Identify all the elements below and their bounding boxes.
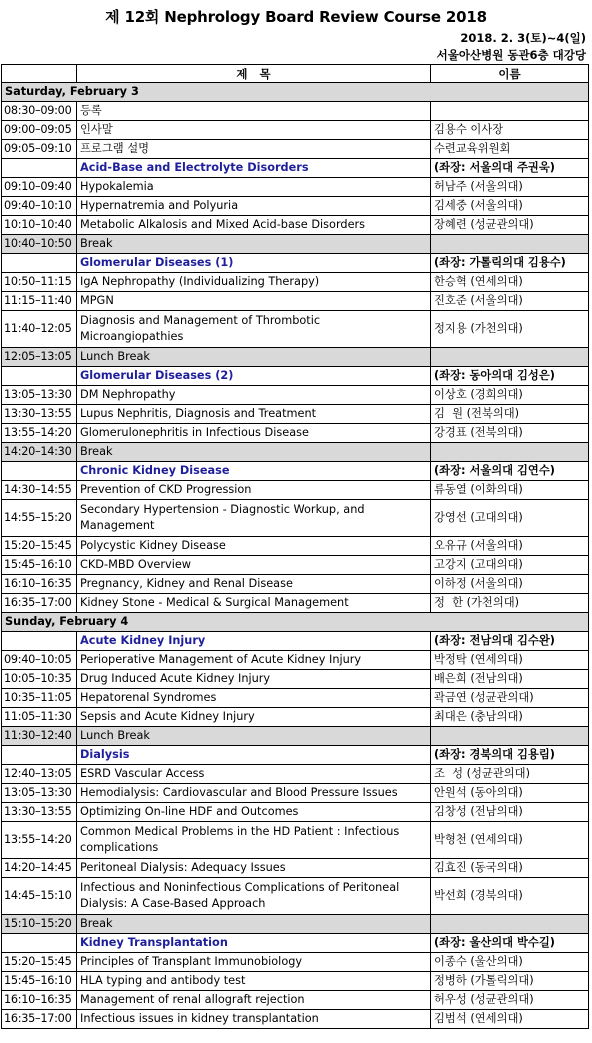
session-time-cell <box>2 159 77 178</box>
time-cell: 13:55–14:20 <box>2 424 77 443</box>
table-row <box>2 859 589 878</box>
talk-title: Sepsis and Acute Kidney Injury <box>77 708 431 727</box>
table-row <box>2 481 589 500</box>
talk-title: HLA typing and antibody test <box>77 972 431 991</box>
table-row <box>2 953 589 972</box>
table-row <box>2 121 589 140</box>
session-chair: (좌장: 동아의대 김성은) <box>431 367 589 386</box>
talk-title: Perioperative Management of Acute Kidney Injury <box>77 651 431 670</box>
session-title: Acute Kidney Injury <box>77 632 431 651</box>
talk-title: Lupus Nephritis, Diagnosis and Treatment <box>77 405 431 424</box>
event-venue: 서울아산병원 동관6층 대강당 <box>436 48 586 62</box>
page-title: 제 12회 Nephrology Board Review Course 2018 <box>105 8 487 26</box>
session-time-cell <box>2 934 77 953</box>
talk-title: Infectious issues in kidney transplantation <box>77 1010 431 1029</box>
table-row <box>2 424 589 443</box>
talk-title: Infectious and Noninfectious Complications of Peritoneal Dialysis: A Case-Based Approach <box>77 878 431 915</box>
session-title: Acid-Base and Electrolyte Disorders <box>77 159 431 178</box>
time-cell: 14:45–15:10 <box>2 878 77 915</box>
time-cell: 16:10–16:35 <box>2 575 77 594</box>
break-row <box>2 235 589 254</box>
speaker-name: 최대은 (충남의대) <box>431 708 589 727</box>
talk-title: Hypernatremia and Polyuria <box>77 197 431 216</box>
time-cell: 13:05–13:30 <box>2 386 77 405</box>
session-title: Glomerular Diseases (1) <box>77 254 431 273</box>
time-cell: 11:40–12:05 <box>2 311 77 348</box>
session-chair: (좌장: 서울의대 김연수) <box>431 462 589 481</box>
name-cell <box>431 235 589 254</box>
talk-title: Metabolic Alkalosis and Mixed Acid-base Disorders <box>77 216 431 235</box>
table-row <box>2 803 589 822</box>
time-cell: 14:55–15:20 <box>2 500 77 537</box>
time-cell: 12:05–13:05 <box>2 348 77 367</box>
speaker-name: 김범석 (연세의대) <box>431 1010 589 1029</box>
speaker-name: 정병하 (가톨릭의대) <box>431 972 589 991</box>
time-cell: 15:20–15:45 <box>2 537 77 556</box>
speaker-name: 박정탁 (연세의대) <box>431 651 589 670</box>
time-cell: 11:30–12:40 <box>2 727 77 746</box>
time-cell: 10:10–10:40 <box>2 216 77 235</box>
break-title: Break <box>77 915 431 934</box>
table-header-row <box>2 65 589 83</box>
speaker-name: 이상호 (경희의대) <box>431 386 589 405</box>
break-row <box>2 727 589 746</box>
name-cell <box>431 348 589 367</box>
day-header-row <box>2 613 589 632</box>
table-row <box>2 575 589 594</box>
speaker-name: 정지용 (가천의대) <box>431 311 589 348</box>
event-date: 2018. 2. 3(토)~4(일) <box>460 31 586 45</box>
table-row <box>2 651 589 670</box>
session-title: Chronic Kidney Disease <box>77 462 431 481</box>
table-row <box>2 102 589 121</box>
session-chair: (좌장: 경북의대 김용림) <box>431 746 589 765</box>
break-row <box>2 348 589 367</box>
session-header-row <box>2 462 589 481</box>
table-row <box>2 405 589 424</box>
speaker-name: 곽금연 (성균관의대) <box>431 689 589 708</box>
session-time-cell <box>2 367 77 386</box>
schedule-table <box>1 64 589 1029</box>
table-row <box>2 386 589 405</box>
table-row <box>2 311 589 348</box>
talk-title: 등록 <box>77 102 431 121</box>
table-row <box>2 216 589 235</box>
day-header-row <box>2 83 589 102</box>
time-cell: 09:40–10:05 <box>2 651 77 670</box>
time-cell: 15:45–16:10 <box>2 556 77 575</box>
time-cell: 09:00–09:05 <box>2 121 77 140</box>
talk-title: Kidney Stone - Medical & Surgical Management <box>77 594 431 613</box>
session-time-cell <box>2 746 77 765</box>
table-row <box>2 822 589 859</box>
time-cell: 08:30–09:00 <box>2 102 77 121</box>
speaker-name: 이종수 (울산의대) <box>431 953 589 972</box>
talk-title: 프로그램 설명 <box>77 140 431 159</box>
table-row <box>2 708 589 727</box>
time-cell: 16:10–16:35 <box>2 991 77 1010</box>
session-header-row <box>2 934 589 953</box>
speaker-name: 안원석 (동아의대) <box>431 784 589 803</box>
session-chair: (좌장: 울산의대 박수길) <box>431 934 589 953</box>
time-cell: 16:35–17:00 <box>2 1010 77 1029</box>
talk-title: Polycystic Kidney Disease <box>77 537 431 556</box>
break-title: Break <box>77 443 431 462</box>
speaker-name: 한승혁 (연세의대) <box>431 273 589 292</box>
speaker-name: 김세중 (서울의대) <box>431 197 589 216</box>
speaker-name: 김 원 (전북의대) <box>431 405 589 424</box>
table-row <box>2 178 589 197</box>
time-cell: 13:30–13:55 <box>2 803 77 822</box>
time-cell: 14:30–14:55 <box>2 481 77 500</box>
time-cell: 13:05–13:30 <box>2 784 77 803</box>
time-cell: 13:55–14:20 <box>2 822 77 859</box>
speaker-name: 강경표 (전북의대) <box>431 424 589 443</box>
table-row <box>2 991 589 1010</box>
talk-title: Common Medical Problems in the HD Patient : Infectious complications <box>77 822 431 859</box>
talk-title: Diagnosis and Management of Thrombotic Microangiopathies <box>77 311 431 348</box>
talk-title: Prevention of CKD Progression <box>77 481 431 500</box>
speaker-name: 이하정 (서울의대) <box>431 575 589 594</box>
session-time-cell <box>2 462 77 481</box>
speaker-name: 김효진 (동국의대) <box>431 859 589 878</box>
speaker-name: 장혜련 (성균관의대) <box>431 216 589 235</box>
session-header-row <box>2 746 589 765</box>
time-cell: 15:20–15:45 <box>2 953 77 972</box>
speaker-name: 강영선 (고대의대) <box>431 500 589 537</box>
talk-title: Pregnancy, Kidney and Renal Disease <box>77 575 431 594</box>
talk-title: IgA Nephropathy (Individualizing Therapy) <box>77 273 431 292</box>
day-label: Sunday, February 4 <box>2 613 589 632</box>
table-row <box>2 670 589 689</box>
talk-title: Glomerulonephritis in Infectious Disease <box>77 424 431 443</box>
talk-title: Drug Induced Acute Kidney Injury <box>77 670 431 689</box>
talk-title: Management of renal allograft rejection <box>77 991 431 1010</box>
speaker-name: 진호준 (서울의대) <box>431 292 589 311</box>
talk-title: Secondary Hypertension - Diagnostic Workup, and Management <box>77 500 431 537</box>
time-cell: 15:45–16:10 <box>2 972 77 991</box>
session-time-cell <box>2 632 77 651</box>
break-row <box>2 443 589 462</box>
time-cell: 11:15–11:40 <box>2 292 77 311</box>
time-cell: 10:50–11:15 <box>2 273 77 292</box>
table-row <box>2 972 589 991</box>
speaker-name: 허우성 (성균관의대) <box>431 991 589 1010</box>
table-row <box>2 140 589 159</box>
session-chair: (좌장: 가톨릭의대 김용수) <box>431 254 589 273</box>
speaker-name: 정 한 (가천의대) <box>431 594 589 613</box>
session-header-row <box>2 254 589 273</box>
time-cell: 09:05–09:10 <box>2 140 77 159</box>
day-label: Saturday, February 3 <box>2 83 589 102</box>
table-row <box>2 878 589 915</box>
time-cell: 09:10–09:40 <box>2 178 77 197</box>
talk-title: MPGN <box>77 292 431 311</box>
speaker-name: 류동열 (이화의대) <box>431 481 589 500</box>
table-row <box>2 784 589 803</box>
table-row <box>2 1010 589 1029</box>
schedule-body <box>2 83 589 1029</box>
speaker-name: 배은희 (전남의대) <box>431 670 589 689</box>
speaker-name: 조 성 (성균관의대) <box>431 765 589 784</box>
session-chair: (좌장: 전남의대 김수완) <box>431 632 589 651</box>
speaker-name: 허남주 (서울의대) <box>431 178 589 197</box>
talk-title: Peritoneal Dialysis: Adequacy Issues <box>77 859 431 878</box>
table-row <box>2 765 589 784</box>
time-cell: 13:30–13:55 <box>2 405 77 424</box>
speaker-name: 김창성 (전남의대) <box>431 803 589 822</box>
time-cell: 15:10–15:20 <box>2 915 77 934</box>
talk-title: Hypokalemia <box>77 178 431 197</box>
speaker-name <box>431 102 589 121</box>
talk-title: 인사말 <box>77 121 431 140</box>
title-column-header: 제 목 <box>77 65 431 83</box>
table-row <box>2 500 589 537</box>
event-meta <box>0 30 592 64</box>
speaker-name: 박선희 (경북의대) <box>431 878 589 915</box>
session-header-row <box>2 367 589 386</box>
speaker-name: 고강지 (고대의대) <box>431 556 589 575</box>
time-column-header <box>2 65 77 83</box>
speaker-name: 김용수 이사장 <box>431 121 589 140</box>
time-cell: 14:20–14:30 <box>2 443 77 462</box>
session-header-row <box>2 632 589 651</box>
speaker-name: 박형천 (연세의대) <box>431 822 589 859</box>
time-cell: 12:40–13:05 <box>2 765 77 784</box>
talk-title: DM Nephropathy <box>77 386 431 405</box>
name-column-header: 이름 <box>431 65 589 83</box>
talk-title: CKD-MBD Overview <box>77 556 431 575</box>
time-cell: 09:40–10:10 <box>2 197 77 216</box>
talk-title: Principles of Transplant Immunobiology <box>77 953 431 972</box>
break-title: Break <box>77 235 431 254</box>
talk-title: Hepatorenal Syndromes <box>77 689 431 708</box>
time-cell: 10:35–11:05 <box>2 689 77 708</box>
time-cell: 10:40–10:50 <box>2 235 77 254</box>
table-row <box>2 556 589 575</box>
table-row <box>2 537 589 556</box>
break-row <box>2 915 589 934</box>
table-row <box>2 292 589 311</box>
name-cell <box>431 443 589 462</box>
talk-title: Optimizing On-line HDF and Outcomes <box>77 803 431 822</box>
talk-title: Hemodialysis: Cardiovascular and Blood Pressure Issues <box>77 784 431 803</box>
table-row <box>2 594 589 613</box>
session-title: Glomerular Diseases (2) <box>77 367 431 386</box>
speaker-name: 수련교육위원회 <box>431 140 589 159</box>
session-title: Dialysis <box>77 746 431 765</box>
break-title: Lunch Break <box>77 727 431 746</box>
session-header-row <box>2 159 589 178</box>
session-chair: (좌장: 서울의대 주권욱) <box>431 159 589 178</box>
break-title: Lunch Break <box>77 348 431 367</box>
time-cell: 16:35–17:00 <box>2 594 77 613</box>
name-cell <box>431 915 589 934</box>
time-cell: 14:20–14:45 <box>2 859 77 878</box>
time-cell: 10:05–10:35 <box>2 670 77 689</box>
session-time-cell <box>2 254 77 273</box>
time-cell: 11:05–11:30 <box>2 708 77 727</box>
name-cell <box>431 727 589 746</box>
table-row <box>2 689 589 708</box>
session-title: Kidney Transplantation <box>77 934 431 953</box>
speaker-name: 오유규 (서울의대) <box>431 537 589 556</box>
table-row <box>2 273 589 292</box>
table-row <box>2 197 589 216</box>
talk-title: ESRD Vascular Access <box>77 765 431 784</box>
